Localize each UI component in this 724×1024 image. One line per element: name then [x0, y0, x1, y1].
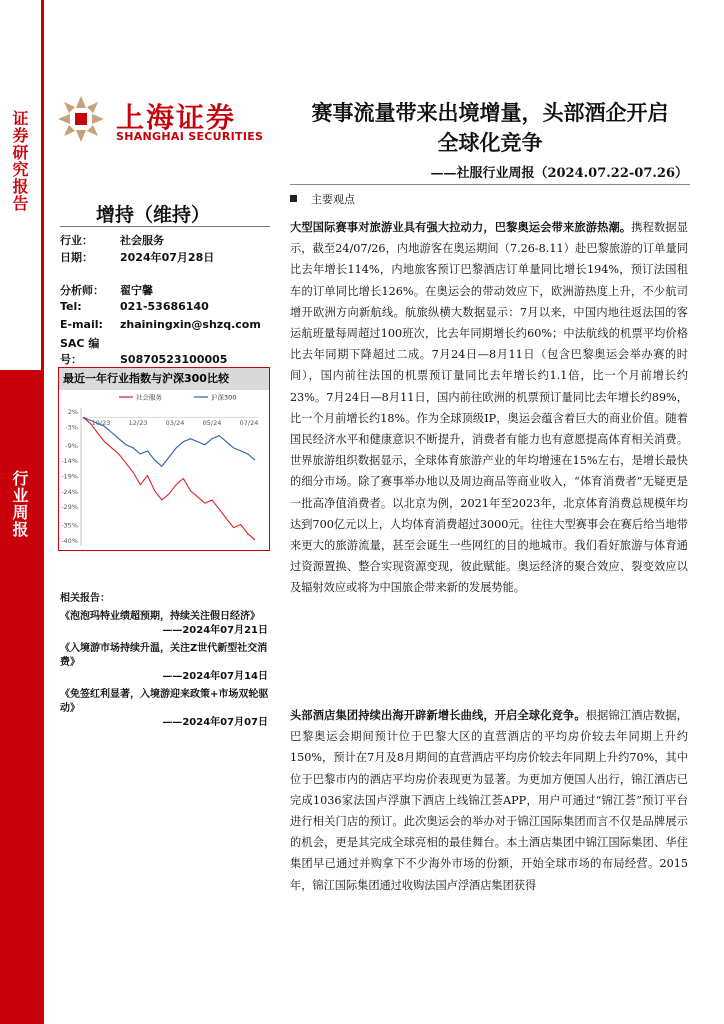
x-tick-label: 07/24 — [239, 419, 259, 428]
title-line-1: 赛事流量带来出境增量，头部酒企开启 — [311, 100, 669, 125]
email-row — [60, 318, 272, 331]
paragraph-body: 携程数据显示，截至24/07/26，内地游客在奥运期间（7.26-8.11）赴巴黎旅游的订单量同比去年增长114%，内地旅客预订巴黎酒店订单量同比增长194%，预订法国租车的订单同比增长126%。在奥运会的带动效应下，欧洲游热度上升，不少航司增开欧洲方向新航线。航旅纵横大数据显示：7月以来，中国内地往返法国的客运航班量每周超过100班次，比去年同期增长约60%；中法航线的机票平均价格比去年同期下降超过二成。7月24日—8月11日（包含巴黎奥运会举办赛的时间），国内前往法国的机票预订量同比去年增长约1.1倍，比一个月前增长约23%。7月24日—8月11日，国内前往欧洲的机票预订量同比去年增长约89%，比一个月前增长约18%。作为全球顶级IP，奥运会蕴含着巨大的商业价值。随着国民经济水平和健康意识不断提升，消费者有能力也有意愿提高体育相关消费。世界旅游组织数据显示，全球体育旅游产业的年均增速在15%左右，是增长最快的细分市场。除了赛事举办地以及周边商品等商业收入，“体育消费者”无疑更是一批高净值消费者。以北京为例，2021年至2023年，北京体育消费总规模年均达到700亿元以上，人均体育消费超过3000元。往往大型赛事会在赛后给当地带来更大的旅游流量，甚至会诞生一些网红的目的地城市。我们看好旅游与体育通过资源置换、整合实现资源变现，彼此赋能。奥运经济的聚合效应、裂变效应以及辐射效应或将为中国旅企带来新的发展势能。 — [290, 221, 688, 595]
analyst-value: 翟宁馨 — [120, 284, 153, 297]
paragraph-hotels — [290, 705, 688, 896]
date-value: 2024年07月28日 — [120, 251, 215, 264]
sac-value: S0870523100005 — [120, 353, 228, 366]
company-logo — [56, 94, 276, 154]
logo-text-en: SHANGHAI SECURITIES — [116, 130, 264, 143]
logo-text-cn: 上海证券 — [116, 101, 237, 134]
logo-emblem-icon — [56, 94, 106, 144]
title-divider — [290, 184, 690, 185]
email-value: zhainingxin@shzq.com — [120, 318, 261, 331]
y-tick-label: -35% — [61, 521, 78, 530]
x-tick-label: 10/23 — [91, 419, 111, 428]
y-tick-label: -3% — [65, 423, 78, 432]
sidebar-red-band — [0, 370, 44, 1024]
email-key: E-mail: — [60, 318, 103, 331]
report-title — [290, 98, 690, 158]
paragraph-olympics — [290, 217, 688, 599]
related-date: ——2024年07月14日 — [162, 671, 268, 682]
related-date: ——2024年07月07日 — [162, 717, 268, 728]
chart-canvas — [59, 390, 269, 550]
paragraph-lead: 大型国际赛事对旅游业具有强大拉动力，巴黎奥运会带来旅游热潮。 — [290, 220, 632, 234]
index-comparison-chart — [58, 367, 270, 551]
x-tick-label: 12/23 — [128, 419, 148, 428]
legend-label: 社会服务 — [136, 393, 162, 402]
x-tick-label: 03/24 — [165, 419, 185, 428]
title-line-2: 全球化竞争 — [437, 130, 543, 155]
report-category-label: 行业周报 — [10, 470, 29, 538]
industry-key: 行业： — [60, 234, 93, 247]
tel-value: 021-53686140 — [120, 300, 209, 313]
sac-key: SAC 编号： — [60, 337, 100, 366]
x-tick-label: 05/24 — [202, 419, 222, 428]
analyst-key: 分析师： — [60, 284, 104, 297]
sidebar — [0, 0, 44, 1024]
section-heading — [290, 191, 355, 207]
tel-row — [60, 300, 272, 313]
industry-row — [60, 232, 272, 248]
y-tick-label: -29% — [61, 503, 78, 512]
sac-row — [60, 335, 272, 367]
y-tick-label: 2% — [67, 408, 78, 417]
y-tick-label: -14% — [61, 457, 78, 466]
tel-key: Tel: — [60, 300, 82, 313]
chart-title: 最近一年行业指数与沪深300比较 — [59, 368, 269, 390]
related-item[interactable]: 《免签红利显著，入境游迎来政策+市场双轮驱动》 — [60, 689, 269, 714]
date-key: 日期： — [60, 251, 93, 264]
related-reports — [60, 592, 272, 734]
y-tick-label: -19% — [61, 472, 78, 481]
related-label: 相关报告： — [60, 593, 110, 604]
y-tick-label: -9% — [65, 441, 78, 450]
rating: 增持（维持） — [96, 204, 211, 226]
paragraph-body: 根据锦江酒店数据，巴黎奥运会期间预计位于巴黎大区的直营酒店的平均房价较去年同期上升约150%，预计在7月及8月期间的直营酒店平均房价较去年同期上升约70%，其中位于巴黎市内的酒店平均房价表现更为显著。为更加方便国人出行，锦江酒店已完成1036家法国卢浮旗下酒店上线锦江荟APP，用户可通过“锦江荟”预订平台进行相关门店的预订。此次奥运会的举办对于锦江国际集团而言不仅是品牌展示的机会，更是其完成全球亮相的最佳舞台。本土酒店集团中锦江国际集团、华住集团早已通过并购拿下不少海外市场的份额，开始全球市场的布局经营。2015年，锦江国际集团通过收购法国卢浮酒店集团获得 — [290, 709, 688, 892]
report-type-label: 证券研究报告 — [10, 110, 29, 212]
industry-value: 社会服务 — [120, 234, 164, 247]
date-row — [60, 249, 272, 265]
paragraph-lead: 头部酒店集团持续出海开辟新增长曲线，开启全球化竞争。 — [290, 708, 586, 722]
report-subtitle: ——社服行业周报（2024.07.22-07.26） — [430, 166, 688, 181]
series-line — [83, 417, 255, 540]
section-heading-text: 主要观点 — [311, 193, 355, 206]
y-tick-label: -24% — [61, 487, 78, 496]
related-item[interactable]: 《入境游市场持续升温，关注Z世代新型社交消费》 — [60, 643, 268, 668]
related-date: ——2024年07月21日 — [162, 625, 268, 636]
y-tick-label: -40% — [61, 536, 78, 545]
related-item[interactable]: 《泡泡玛特业绩超预期，持续关注假日经济》 — [60, 611, 260, 622]
legend-label: 沪深300 — [211, 393, 237, 402]
analyst-row — [60, 282, 272, 298]
rating-divider — [60, 226, 270, 227]
bullet-square-icon — [290, 195, 297, 202]
